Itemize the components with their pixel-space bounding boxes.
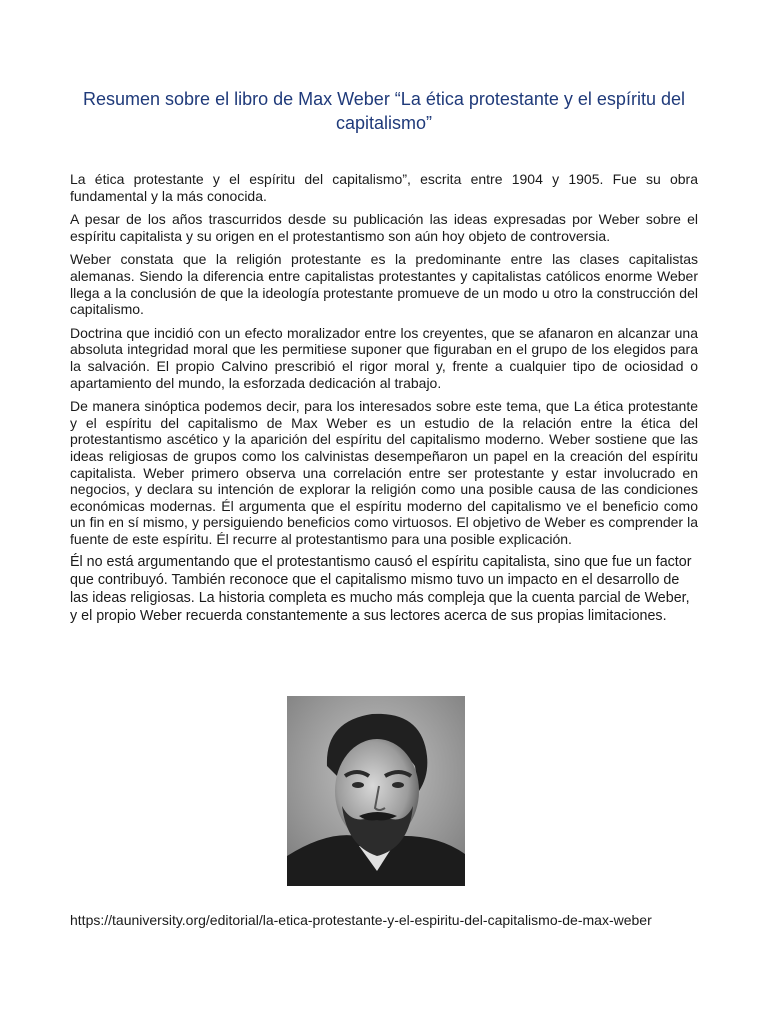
paragraph-4: Doctrina que incidió con un efecto moralizador entre los creyentes, que se afanaron en alcanzar una absoluta integridad moral que les permitiese suponer que figuraban en el grupo de los elegidos para la salvación. El propio Calvino prescribió el rigor moral y, frente a cualquier tipo de ociosidad o apartamiento del mundo, la esforzada dedicación al trabajo. bbox=[70, 324, 698, 391]
paragraph-3: Weber constata que la religión protestante es la predominante entre las clases capitalistas alemanas. Siendo la diferencia entre capitalistas protestantes y capitalistas católicos enorme Weber llega a la conclusión de que la ideología protestante promueve de un modo u otro la construcción del capitalismo. bbox=[70, 251, 698, 318]
portrait-photo bbox=[287, 696, 465, 886]
source-url[interactable]: https://tauniversity.org/editorial/la-etica-protestante-y-el-espiritu-del-capitalismo-de-max-weber bbox=[70, 912, 652, 928]
document-body bbox=[70, 171, 698, 633]
document-title: Resumen sobre el libro de Max Weber “La ética protestante y el espíritu del capitalismo” bbox=[83, 89, 685, 133]
paragraph-5: De manera sinóptica podemos decir, para los interesados sobre este tema, que La ética protestante y el espíritu del capitalismo de Max Weber es un estudio de la relación entre la ética del protestantismo ascético y la aparición del espíritu del capitalismo moderno. Weber sostiene que las ideas religiosas de grupos como los calvinistas desempeñaron un papel en la creación del espíritu capitalista. Weber primero observa una correlación entre ser protestante y estar involucrado en negocios, y declara su intención de explorar la religión como una posible causa de las condiciones económicas modernas. Él argumenta que el espíritu moderno del capitalismo ve el beneficio como un fin en sí mismo, y persiguiendo beneficios como virtuosos. El objetivo de Weber es comprender la fuente de este espíritu. Él recurre al protestantismo para una posible explicación. bbox=[70, 398, 698, 547]
paragraph-2: A pesar de los años trascurridos desde su publicación las ideas expresadas por Weber sobre el espíritu capitalista y su origen en el protestantismo son aún hoy objeto de controversia. bbox=[70, 211, 698, 244]
paragraph-1: La ética protestante y el espíritu del capitalismo”, escrita entre 1904 y 1905. Fue su obra fundamental y la más conocida. bbox=[70, 171, 698, 204]
portrait-image bbox=[287, 696, 465, 886]
paragraph-6: Él no está argumentando que el protestantismo causó el espíritu capitalista, sino que fue un factor que contribuyó. También reconoce que el capitalismo mismo tuvo un impacto en el desarrollo de las ideas religiosas. La historia completa es mucho más compleja que la cuenta parcial de Weber, y el propio Weber recuerda constantemente a sus lectores acerca de sus propias limitaciones. bbox=[70, 554, 692, 624]
